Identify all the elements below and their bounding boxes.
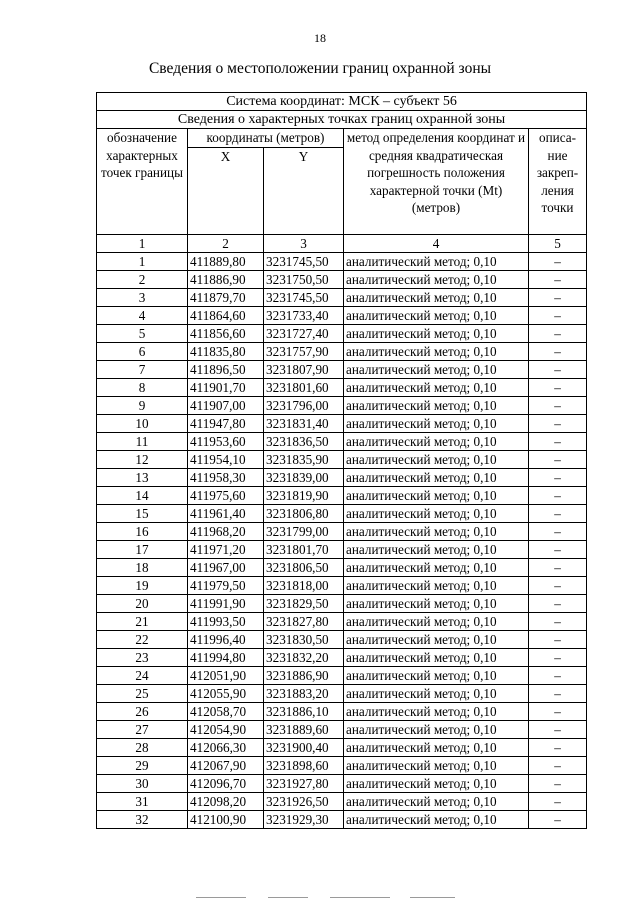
- x-coordinate-cell: 412100,90: [188, 811, 264, 829]
- description-cell: –: [529, 253, 587, 271]
- table-row: [97, 703, 587, 721]
- point-number-cell: 1: [97, 253, 188, 271]
- y-coordinate-cell: 3231886,90: [264, 667, 344, 685]
- description-cell: –: [529, 307, 587, 325]
- boundary-points-table: [96, 92, 587, 829]
- scan-mark: [330, 897, 390, 898]
- point-number-cell: 23: [97, 649, 188, 667]
- x-coordinate-cell: 411886,90: [188, 271, 264, 289]
- x-coordinate-cell: 411953,60: [188, 433, 264, 451]
- description-cell: –: [529, 811, 587, 829]
- x-coordinate-cell: 412098,20: [188, 793, 264, 811]
- y-coordinate-cell: 3231807,90: [264, 361, 344, 379]
- x-coordinate-cell: 411994,80: [188, 649, 264, 667]
- table-row: [97, 649, 587, 667]
- x-coordinate-cell: 412051,90: [188, 667, 264, 685]
- point-number-cell: 8: [97, 379, 188, 397]
- y-coordinate-cell: 3231929,30: [264, 811, 344, 829]
- coordinate-system-row: [97, 93, 587, 111]
- section-title-cell: Сведения о характерных точках границ охранной зоны: [97, 111, 587, 129]
- description-cell: –: [529, 379, 587, 397]
- method-cell: аналитический метод; 0,10: [344, 505, 529, 523]
- point-number-cell: 18: [97, 559, 188, 577]
- y-coordinate-cell: 3231835,90: [264, 451, 344, 469]
- scan-mark: [268, 897, 308, 898]
- method-cell: аналитический метод; 0,10: [344, 397, 529, 415]
- description-cell: –: [529, 667, 587, 685]
- point-number-cell: 14: [97, 487, 188, 505]
- y-coordinate-cell: 3231818,00: [264, 577, 344, 595]
- point-number-cell: 21: [97, 613, 188, 631]
- description-cell: –: [529, 685, 587, 703]
- column-number: 4: [344, 235, 529, 253]
- table-row: [97, 289, 587, 307]
- y-coordinate-cell: 3231727,40: [264, 325, 344, 343]
- column-number: 1: [97, 235, 188, 253]
- y-coordinate-cell: 3231757,90: [264, 343, 344, 361]
- method-cell: аналитический метод; 0,10: [344, 379, 529, 397]
- method-cell: аналитический метод; 0,10: [344, 739, 529, 757]
- table-row: [97, 685, 587, 703]
- table-row: [97, 577, 587, 595]
- method-cell: аналитический метод; 0,10: [344, 469, 529, 487]
- document-title: Сведения о местоположении границ охранной зоны: [148, 60, 492, 77]
- method-cell: аналитический метод; 0,10: [344, 451, 529, 469]
- table-row: [97, 667, 587, 685]
- description-cell: –: [529, 577, 587, 595]
- column-number: 5: [529, 235, 587, 253]
- point-number-cell: 22: [97, 631, 188, 649]
- description-cell: –: [529, 595, 587, 613]
- table-row: [97, 253, 587, 271]
- method-cell: аналитический метод; 0,10: [344, 631, 529, 649]
- x-coordinate-cell: 411896,50: [188, 361, 264, 379]
- y-coordinate-cell: 3231799,00: [264, 523, 344, 541]
- point-number-cell: 29: [97, 757, 188, 775]
- y-coordinate-cell: 3231829,50: [264, 595, 344, 613]
- table-row: [97, 793, 587, 811]
- description-cell: –: [529, 451, 587, 469]
- description-cell: –: [529, 415, 587, 433]
- description-cell: –: [529, 793, 587, 811]
- method-cell: аналитический метод; 0,10: [344, 415, 529, 433]
- description-cell: –: [529, 649, 587, 667]
- description-cell: –: [529, 739, 587, 757]
- description-cell: –: [529, 757, 587, 775]
- y-coordinate-cell: 3231900,40: [264, 739, 344, 757]
- x-coordinate-cell: 411947,80: [188, 415, 264, 433]
- table-row: [97, 631, 587, 649]
- method-cell: аналитический метод; 0,10: [344, 649, 529, 667]
- method-cell: аналитический метод; 0,10: [344, 487, 529, 505]
- point-number-cell: 5: [97, 325, 188, 343]
- description-cell: –: [529, 613, 587, 631]
- x-coordinate-cell: 412067,90: [188, 757, 264, 775]
- table-row: [97, 775, 587, 793]
- method-cell: аналитический метод; 0,10: [344, 343, 529, 361]
- x-coordinate-cell: 411879,70: [188, 289, 264, 307]
- point-number-cell: 16: [97, 523, 188, 541]
- x-coordinate-cell: 411835,80: [188, 343, 264, 361]
- y-coordinate-cell: 3231898,60: [264, 757, 344, 775]
- y-coordinate-cell: 3231745,50: [264, 289, 344, 307]
- header-x: X: [188, 147, 264, 234]
- x-coordinate-cell: 411958,30: [188, 469, 264, 487]
- x-coordinate-cell: 411856,60: [188, 325, 264, 343]
- point-number-cell: 11: [97, 433, 188, 451]
- description-cell: –: [529, 433, 587, 451]
- point-number-cell: 2: [97, 271, 188, 289]
- point-number-cell: 30: [97, 775, 188, 793]
- y-coordinate-cell: 3231831,40: [264, 415, 344, 433]
- point-number-cell: 3: [97, 289, 188, 307]
- header-row: [97, 129, 587, 148]
- point-number-cell: 9: [97, 397, 188, 415]
- method-cell: аналитический метод; 0,10: [344, 541, 529, 559]
- table-row: [97, 469, 587, 487]
- y-coordinate-cell: 3231836,50: [264, 433, 344, 451]
- column-numbers-row: [97, 235, 587, 253]
- y-coordinate-cell: 3231806,50: [264, 559, 344, 577]
- table-row: [97, 325, 587, 343]
- y-coordinate-cell: 3231801,70: [264, 541, 344, 559]
- y-coordinate-cell: 3231883,20: [264, 685, 344, 703]
- table-row: [97, 415, 587, 433]
- y-coordinate-cell: 3231927,80: [264, 775, 344, 793]
- x-coordinate-cell: 411968,20: [188, 523, 264, 541]
- table-row: [97, 307, 587, 325]
- table-row: [97, 595, 587, 613]
- table-row: [97, 487, 587, 505]
- table-row: [97, 613, 587, 631]
- description-cell: –: [529, 289, 587, 307]
- method-cell: аналитический метод; 0,10: [344, 523, 529, 541]
- description-cell: –: [529, 523, 587, 541]
- method-cell: аналитический метод; 0,10: [344, 307, 529, 325]
- table-row: [97, 343, 587, 361]
- table-row: [97, 271, 587, 289]
- x-coordinate-cell: 411889,80: [188, 253, 264, 271]
- description-cell: –: [529, 361, 587, 379]
- point-number-cell: 12: [97, 451, 188, 469]
- y-coordinate-cell: 3231889,60: [264, 721, 344, 739]
- description-cell: –: [529, 271, 587, 289]
- description-cell: –: [529, 505, 587, 523]
- y-coordinate-cell: 3231796,00: [264, 397, 344, 415]
- point-number-cell: 25: [97, 685, 188, 703]
- table-row: [97, 721, 587, 739]
- method-cell: аналитический метод; 0,10: [344, 613, 529, 631]
- table-row: [97, 397, 587, 415]
- description-cell: –: [529, 325, 587, 343]
- point-number-cell: 32: [97, 811, 188, 829]
- description-cell: –: [529, 541, 587, 559]
- point-number-cell: 31: [97, 793, 188, 811]
- method-cell: аналитический метод; 0,10: [344, 595, 529, 613]
- table-row: [97, 505, 587, 523]
- header-coordinates: координаты (метров): [188, 129, 344, 148]
- x-coordinate-cell: 411967,00: [188, 559, 264, 577]
- x-coordinate-cell: 411979,50: [188, 577, 264, 595]
- description-cell: –: [529, 775, 587, 793]
- x-coordinate-cell: 412054,90: [188, 721, 264, 739]
- table-row: [97, 559, 587, 577]
- page-number: 18: [314, 31, 326, 45]
- x-coordinate-cell: 411975,60: [188, 487, 264, 505]
- x-coordinate-cell: 412055,90: [188, 685, 264, 703]
- method-cell: аналитический метод; 0,10: [344, 361, 529, 379]
- scan-mark: [410, 897, 455, 898]
- header-y: Y: [264, 147, 344, 234]
- method-cell: аналитический метод; 0,10: [344, 289, 529, 307]
- y-coordinate-cell: 3231733,40: [264, 307, 344, 325]
- point-number-cell: 20: [97, 595, 188, 613]
- point-number-cell: 6: [97, 343, 188, 361]
- point-number-cell: 7: [97, 361, 188, 379]
- y-coordinate-cell: 3231750,50: [264, 271, 344, 289]
- description-cell: –: [529, 703, 587, 721]
- point-number-cell: 13: [97, 469, 188, 487]
- table-row: [97, 433, 587, 451]
- method-cell: аналитический метод; 0,10: [344, 577, 529, 595]
- table-row: [97, 451, 587, 469]
- point-number-cell: 15: [97, 505, 188, 523]
- description-cell: –: [529, 343, 587, 361]
- x-coordinate-cell: 412066,30: [188, 739, 264, 757]
- x-coordinate-cell: 411991,90: [188, 595, 264, 613]
- table-row: [97, 739, 587, 757]
- method-cell: аналитический метод; 0,10: [344, 721, 529, 739]
- y-coordinate-cell: 3231830,50: [264, 631, 344, 649]
- y-coordinate-cell: 3231745,50: [264, 253, 344, 271]
- point-number-cell: 4: [97, 307, 188, 325]
- x-coordinate-cell: 412096,70: [188, 775, 264, 793]
- y-coordinate-cell: 3231839,00: [264, 469, 344, 487]
- y-coordinate-cell: 3231886,10: [264, 703, 344, 721]
- x-coordinate-cell: 411907,00: [188, 397, 264, 415]
- y-coordinate-cell: 3231926,50: [264, 793, 344, 811]
- table-row: [97, 523, 587, 541]
- scan-mark: [196, 897, 246, 898]
- y-coordinate-cell: 3231806,80: [264, 505, 344, 523]
- coordinate-system-cell: Система координат: МСК – субъект 56: [97, 93, 587, 111]
- point-number-cell: 28: [97, 739, 188, 757]
- table-row: [97, 541, 587, 559]
- point-number-cell: 17: [97, 541, 188, 559]
- method-cell: аналитический метод; 0,10: [344, 757, 529, 775]
- description-cell: –: [529, 397, 587, 415]
- x-coordinate-cell: 411993,50: [188, 613, 264, 631]
- table-row: [97, 757, 587, 775]
- y-coordinate-cell: 3231819,90: [264, 487, 344, 505]
- description-cell: –: [529, 559, 587, 577]
- description-cell: –: [529, 631, 587, 649]
- y-coordinate-cell: 3231832,20: [264, 649, 344, 667]
- y-coordinate-cell: 3231801,60: [264, 379, 344, 397]
- description-cell: –: [529, 721, 587, 739]
- x-coordinate-cell: 412058,70: [188, 703, 264, 721]
- method-cell: аналитический метод; 0,10: [344, 793, 529, 811]
- y-coordinate-cell: 3231827,80: [264, 613, 344, 631]
- method-cell: аналитический метод; 0,10: [344, 703, 529, 721]
- table-row: [97, 811, 587, 829]
- x-coordinate-cell: 411961,40: [188, 505, 264, 523]
- x-coordinate-cell: 411864,60: [188, 307, 264, 325]
- method-cell: аналитический метод; 0,10: [344, 433, 529, 451]
- point-number-cell: 26: [97, 703, 188, 721]
- header-description: описа-ние закреп-ления точки: [529, 129, 587, 235]
- x-coordinate-cell: 411971,20: [188, 541, 264, 559]
- point-number-cell: 24: [97, 667, 188, 685]
- point-number-cell: 27: [97, 721, 188, 739]
- method-cell: аналитический метод; 0,10: [344, 253, 529, 271]
- table-row: [97, 361, 587, 379]
- method-cell: аналитический метод; 0,10: [344, 685, 529, 703]
- point-number-cell: 10: [97, 415, 188, 433]
- method-cell: аналитический метод; 0,10: [344, 775, 529, 793]
- method-cell: аналитический метод; 0,10: [344, 559, 529, 577]
- section-title-row: [97, 111, 587, 129]
- x-coordinate-cell: 411954,10: [188, 451, 264, 469]
- column-number: 3: [264, 235, 344, 253]
- method-cell: аналитический метод; 0,10: [344, 271, 529, 289]
- scan-edge-marks: [0, 893, 640, 903]
- point-number-cell: 19: [97, 577, 188, 595]
- method-cell: аналитический метод; 0,10: [344, 325, 529, 343]
- table-row: [97, 379, 587, 397]
- description-cell: –: [529, 487, 587, 505]
- method-cell: аналитический метод; 0,10: [344, 667, 529, 685]
- x-coordinate-cell: 411996,40: [188, 631, 264, 649]
- description-cell: –: [529, 469, 587, 487]
- header-method: метод определения координат и средняя квадратическая погрешность положения характерной точки (Mt) (метров): [344, 129, 529, 235]
- column-number: 2: [188, 235, 264, 253]
- x-coordinate-cell: 411901,70: [188, 379, 264, 397]
- header-designation: обозначение характерных точек границы: [97, 129, 188, 235]
- method-cell: аналитический метод; 0,10: [344, 811, 529, 829]
